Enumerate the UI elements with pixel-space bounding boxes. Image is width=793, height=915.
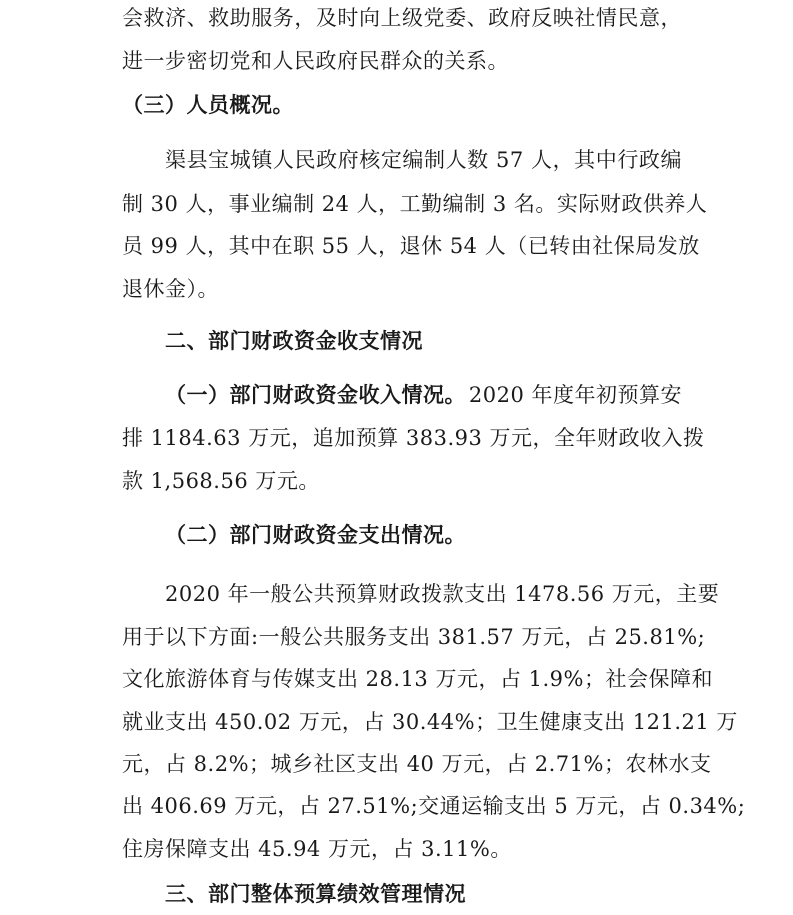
paragraph-line: 元，占 8.2%；城乡社区支出 40 万元，占 2.71%；农林水支 [122,752,712,776]
paragraph-line: 制 30 人，事业编制 24 人，工勤编制 3 名。实际财政供养人 [122,192,708,216]
subsection-heading-expense: （二）部门财政资金支出情况。 [165,522,466,547]
paragraph-text: 2020 年度年初预算安 [468,383,682,407]
section-heading-finance: 二、部门财政资金收支情况 [165,328,423,353]
paragraph-line: 渠县宝城镇人民政府核定编制人数 57 人，其中行政编 [165,148,682,172]
paragraph-line: 款 1,568.56 万元。 [122,469,320,493]
section-heading-performance: 三、部门整体预算绩效管理情况 [165,881,466,906]
paragraph-line: 就业支出 450.02 万元，占 30.44%；卫生健康支出 121.21 万 [122,710,738,734]
paragraph-line: 退休金）。 [122,277,219,301]
paragraph-line-income [165,381,682,409]
paragraph-line: 2020 年一般公共预算财政拨款支出 1478.56 万元，主要 [165,582,720,606]
paragraph-line: 住房保障支出 45.94 万元，占 3.11%。 [122,837,512,861]
paragraph-line: 会救济、救助服务，及时向上级党委、政府反映社情民意， [122,6,682,30]
paragraph-line: 排 1184.63 万元，追加预算 383.93 万元，全年财政收入拨 [122,426,705,450]
subsection-heading-income: （一）部门财政资金收入情况。 [165,382,466,407]
paragraph-line: 进一步密切党和人民政府民群众的关系。 [122,49,509,73]
paragraph-line: 出 406.69 万元，占 27.51%;交通运输支出 5 万元，占 0.34%; [122,794,746,818]
paragraph-line: 用于以下方面:一般公共服务支出 381.57 万元，占 25.81%; [122,625,706,649]
paragraph-line: 员 99 人，其中在职 55 人，退休 54 人（已转由社保局发放 [122,234,700,258]
section-heading-personnel: （三）人员概况。 [122,92,294,117]
paragraph-line: 文化旅游体育与传媒支出 28.13 万元，占 1.9%；社会保障和 [122,667,713,691]
